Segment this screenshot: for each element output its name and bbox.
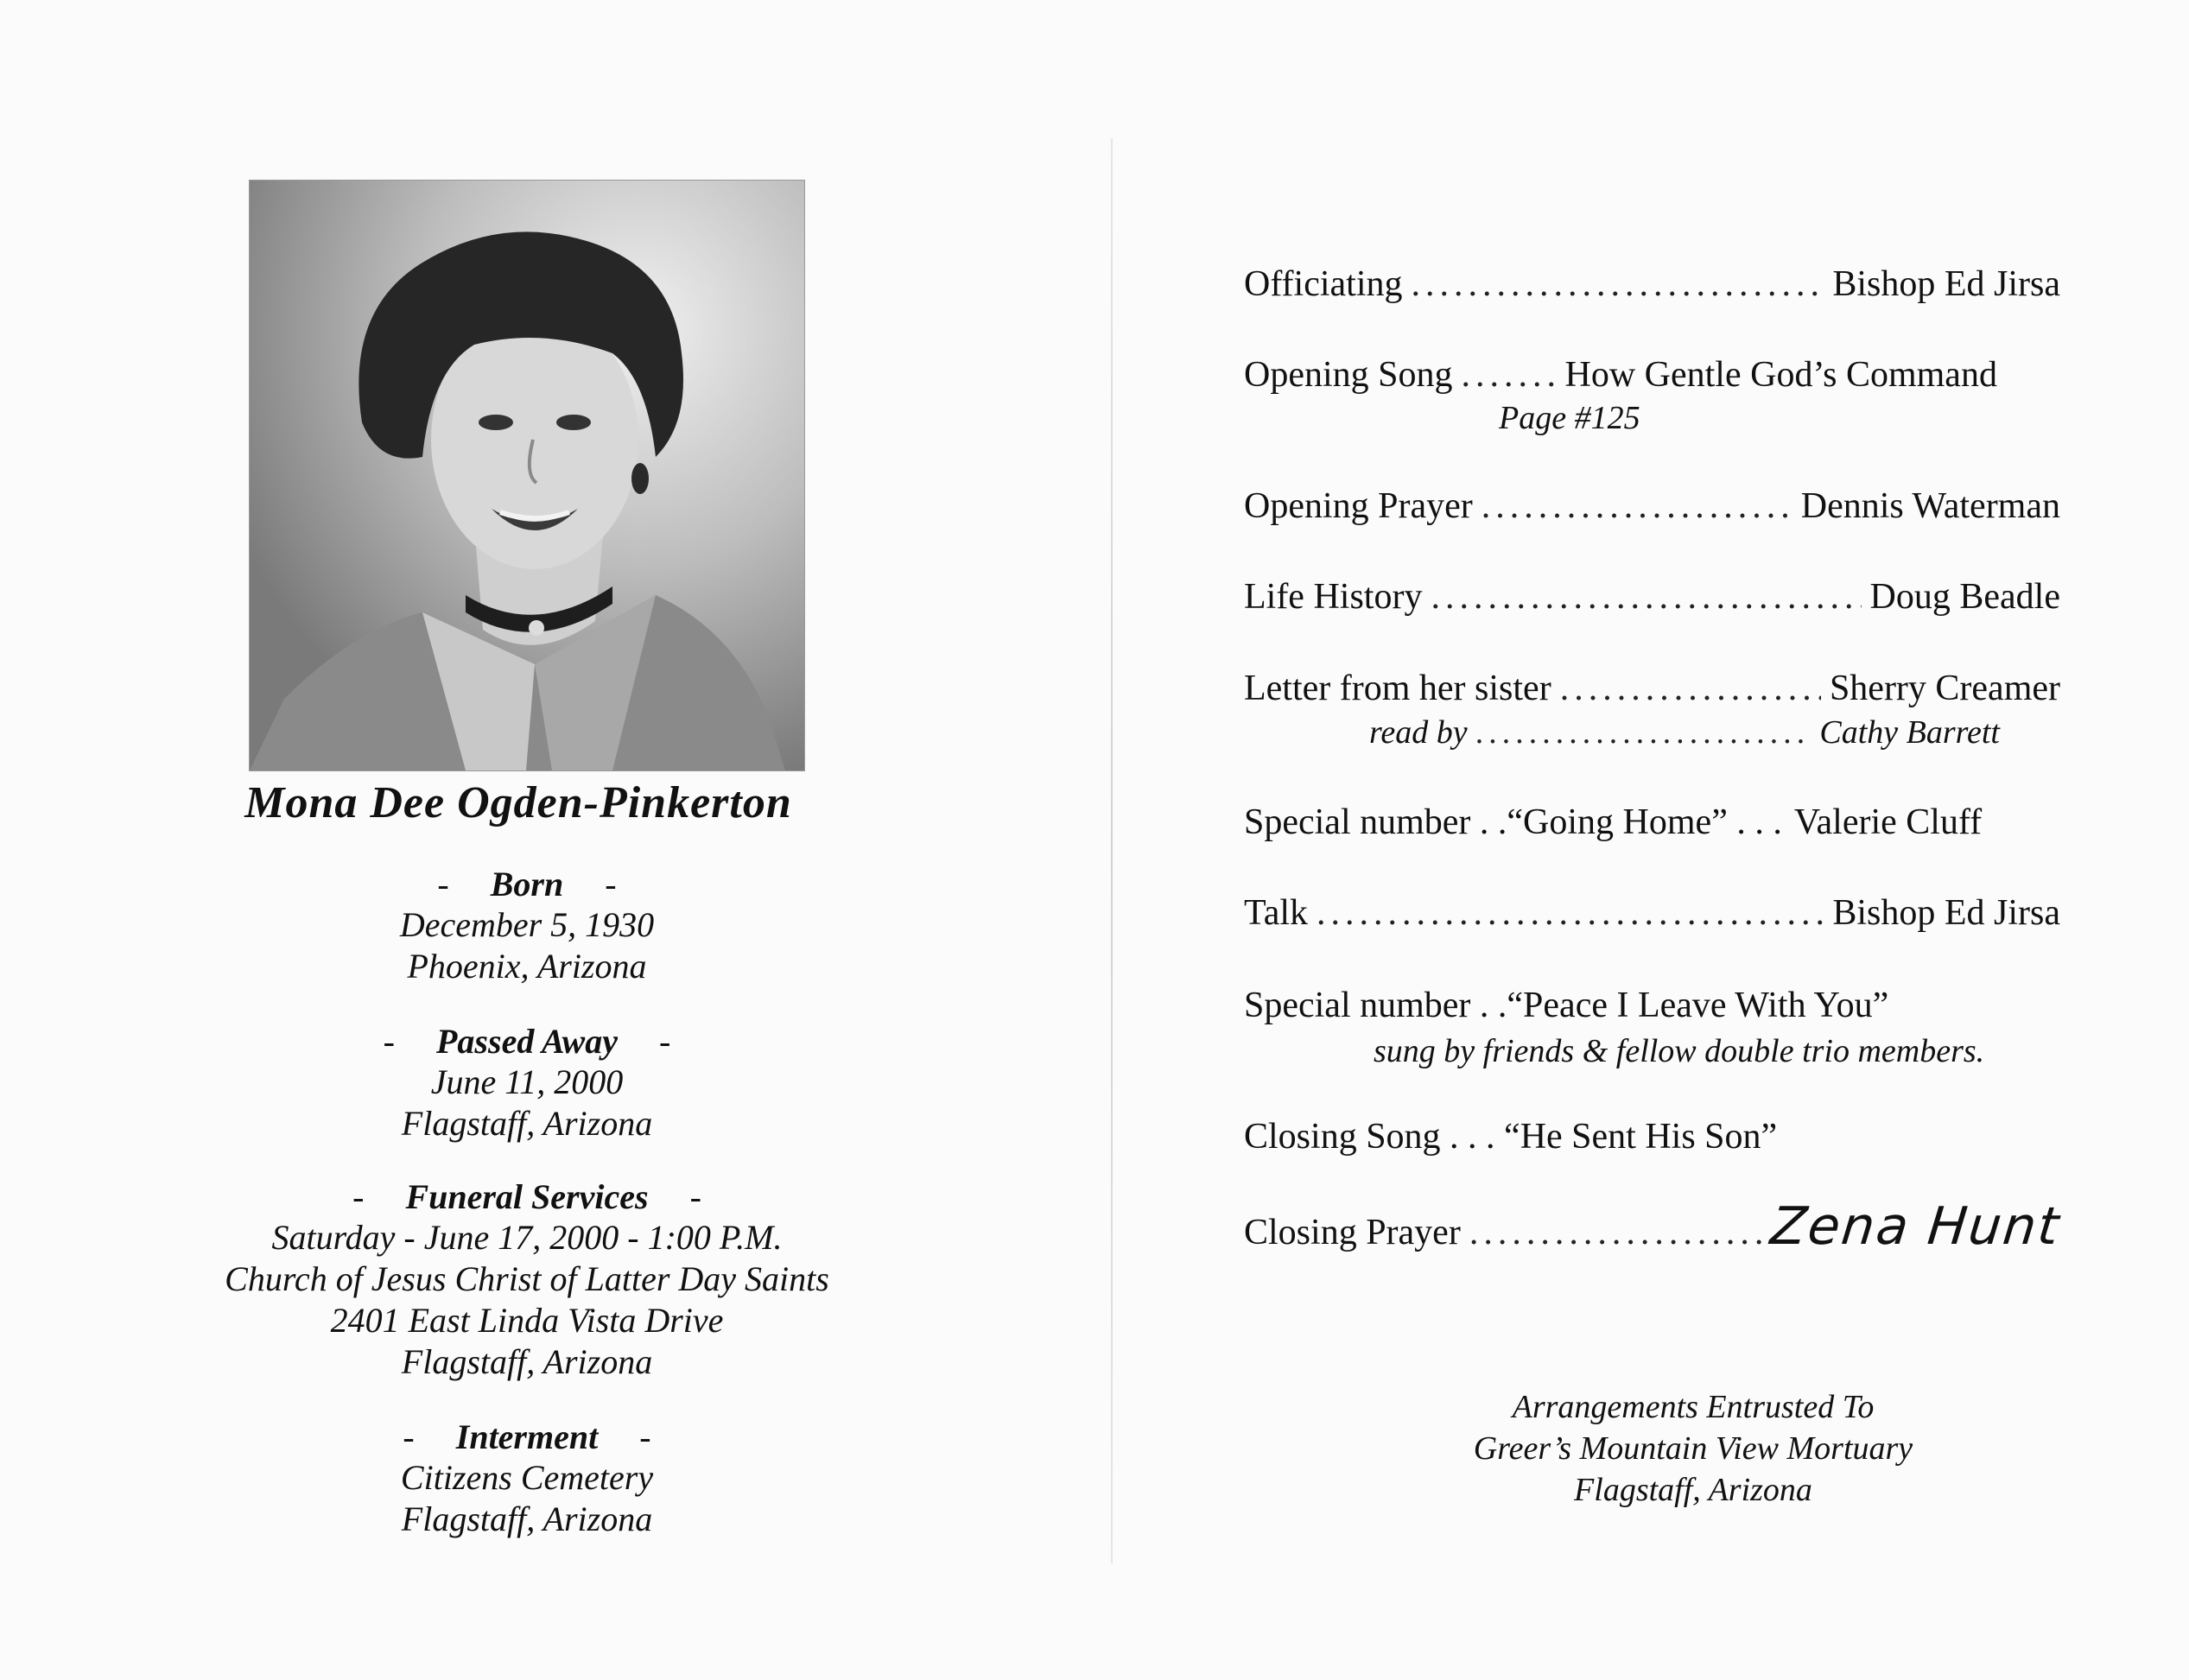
officiating-label: Officiating bbox=[1244, 264, 1403, 304]
passed-section bbox=[0, 1021, 1054, 1144]
opening-prayer-row bbox=[1244, 485, 2060, 527]
funeral-datetime: Saturday - June 17, 2000 - 1:00 P.M. bbox=[271, 1218, 783, 1257]
funeral-city: Flagstaff, Arizona bbox=[401, 1342, 653, 1381]
interment-city: Flagstaff, Arizona bbox=[401, 1499, 653, 1538]
life-history-row bbox=[1244, 576, 2060, 618]
passed-heading bbox=[0, 1021, 1054, 1062]
leader-dots bbox=[1431, 576, 1861, 618]
dash-right: - bbox=[658, 1022, 671, 1061]
letter-value: Sherry Creamer bbox=[1829, 669, 2060, 708]
dash-right: - bbox=[689, 1177, 701, 1216]
talk-row bbox=[1244, 892, 2060, 934]
talk-value: Bishop Ed Jirsa bbox=[1832, 893, 2060, 933]
opening-prayer-value: Dennis Waterman bbox=[1800, 486, 2060, 526]
born-place: Phoenix, Arizona bbox=[407, 947, 647, 986]
dash-left: - bbox=[437, 865, 449, 903]
funeral-section bbox=[0, 1176, 1054, 1383]
leader-dots bbox=[1560, 668, 1821, 709]
letter-label: Letter from her sister bbox=[1244, 669, 1551, 708]
portrait-illustration bbox=[250, 181, 804, 770]
arrangements-mortuary: Greer’s Mountain View Mortuary bbox=[1473, 1430, 1913, 1467]
arrangements-line-1: Arrangements Entrusted To bbox=[1512, 1389, 1875, 1425]
fold-line bbox=[1111, 138, 1113, 1563]
born-section bbox=[0, 864, 1054, 987]
passed-label: Passed Away bbox=[436, 1022, 618, 1061]
special-number-2-row bbox=[1244, 985, 2060, 1026]
leader-dots bbox=[1317, 892, 1824, 934]
born-date: December 5, 1930 bbox=[399, 905, 655, 944]
interment-section bbox=[0, 1417, 1054, 1540]
special-number-2-label: Special number . .“Peace I Leave With You” bbox=[1244, 986, 1889, 1025]
dash-left: - bbox=[352, 1177, 365, 1216]
letter-row bbox=[1244, 668, 2060, 709]
arrangements-block bbox=[1348, 1386, 2039, 1511]
interment-heading bbox=[0, 1417, 1054, 1457]
life-history-value: Doug Beadle bbox=[1869, 577, 2060, 617]
closing-prayer-row bbox=[1244, 1196, 2064, 1257]
special-number-1-row bbox=[1244, 802, 2060, 843]
officiating-value: Bishop Ed Jirsa bbox=[1832, 264, 2060, 304]
portrait-photo bbox=[249, 180, 805, 771]
opening-song-row bbox=[1244, 354, 2060, 396]
special-number-1-value: Valerie Cluff bbox=[1793, 802, 1983, 842]
funeral-label: Funeral Services bbox=[405, 1177, 649, 1216]
dash-right: - bbox=[605, 865, 617, 903]
passed-place: Flagstaff, Arizona bbox=[401, 1104, 653, 1143]
interment-label: Interment bbox=[455, 1417, 599, 1456]
opening-song-label: Opening Song bbox=[1244, 355, 1453, 395]
funeral-church: Church of Jesus Christ of Latter Day Saints bbox=[225, 1259, 829, 1298]
interment-cemetery: Citizens Cemetery bbox=[400, 1458, 654, 1497]
born-heading bbox=[0, 864, 1054, 904]
read-by-row bbox=[1369, 713, 2000, 751]
talk-label: Talk bbox=[1244, 893, 1309, 933]
read-by-label: read by bbox=[1369, 714, 1468, 751]
opening-song-page: Page #125 bbox=[1499, 400, 1640, 436]
arrangements-city: Flagstaff, Arizona bbox=[1574, 1472, 1812, 1508]
dash-left: - bbox=[403, 1417, 415, 1456]
dash-left: - bbox=[383, 1022, 395, 1061]
special-number-2-note: sung by friends & fellow double trio members. bbox=[1374, 1033, 1985, 1069]
officiating-row bbox=[1244, 263, 2060, 305]
funeral-heading bbox=[0, 1176, 1054, 1217]
leader-dots bbox=[1412, 263, 1824, 305]
funeral-address: 2401 East Linda Vista Drive bbox=[330, 1301, 724, 1340]
leader-dots bbox=[1469, 1212, 1763, 1253]
special-number-1-label: Special number . .“Going Home” . . . bbox=[1244, 802, 1782, 842]
leader-dots bbox=[1476, 713, 1811, 751]
leader-dots bbox=[1482, 485, 1792, 527]
leader-dots bbox=[1462, 354, 1557, 396]
closing-song-row bbox=[1244, 1116, 2060, 1157]
closing-prayer-handwritten-value: Zena Hunt bbox=[1767, 1196, 2064, 1257]
born-label: Born bbox=[490, 865, 564, 903]
opening-song-value: How Gentle God’s Command bbox=[1564, 355, 1997, 395]
dash-right: - bbox=[639, 1417, 651, 1456]
closing-prayer-label: Closing Prayer bbox=[1244, 1213, 1461, 1252]
read-by-value: Cathy Barrett bbox=[1819, 714, 2000, 751]
opening-prayer-label: Opening Prayer bbox=[1244, 486, 1473, 526]
deceased-name: Mona Dee Ogden-Pinkerton bbox=[244, 778, 792, 827]
life-history-label: Life History bbox=[1244, 577, 1423, 617]
passed-date: June 11, 2000 bbox=[430, 1062, 624, 1101]
closing-song-label: Closing Song . . . “He Sent His Son” bbox=[1244, 1117, 1778, 1157]
